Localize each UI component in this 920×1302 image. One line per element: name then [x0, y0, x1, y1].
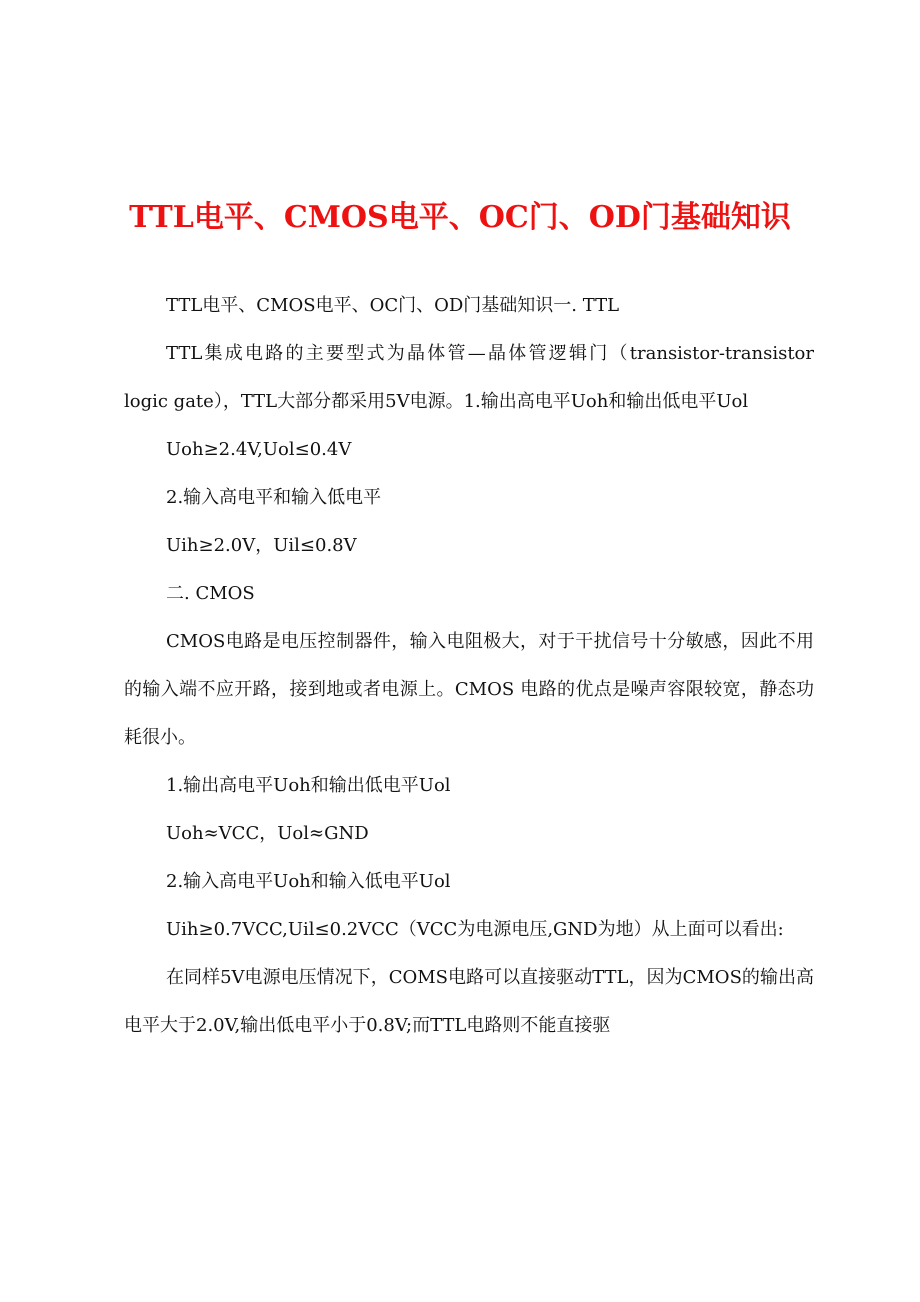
paragraph-ttl-input-levels: Uih≥2.0V，Uil≤0.8V [166, 535, 357, 556]
document-body [124, 282, 814, 1050]
paragraph-cmos-output-heading: 1.输出高电平Uoh和输出低电平Uol [166, 775, 451, 796]
paragraph-intro: TTL电平、CMOS电平、OC门、OD门基础知识一. TTL [166, 295, 620, 316]
paragraph-ttl-input-heading: 2.输入高电平和输入低电平 [166, 487, 382, 508]
paragraph-comparison: 在同样5V电源电压情况下，COMS电路可以直接驱动TTL，因为CMOS的输出高电平大于2.0V,输出低电平小于0.8V;而TTL电路则不能直接驱 [124, 967, 814, 1036]
paragraph-cmos-output-levels: Uoh≈VCC，Uol≈GND [166, 823, 369, 844]
paragraph-cmos-description: CMOS电路是电压控制器件，输入电阻极大，对于干扰信号十分敏感，因此不用的输入端不应开路，接到地或者电源上。CMOS 电路的优点是噪声容限较宽，静态功耗很小。 [124, 631, 814, 748]
paragraph-cmos-heading: 二. CMOS [166, 583, 255, 604]
document-title: TTL电平、CMOS电平、OC门、OD门基础知识 [129, 200, 791, 235]
paragraph-ttl-output-levels: Uoh≥2.4V,Uol≤0.4V [166, 439, 352, 460]
paragraph-cmos-input-levels: Uih≥0.7VCC,Uil≤0.2VCC（VCC为电源电压,GND为地）从上面可以看出: [166, 919, 784, 940]
paragraph-cmos-input-heading: 2.输入高电平Uoh和输入低电平Uol [166, 871, 451, 892]
paragraph-ttl-description: TTL集成电路的主要型式为晶体管—晶体管逻辑门（transistor-transistor logic gate），TTL大部分都采用5V电源。1.输出高电平Uoh和输出低电平Uol [124, 343, 814, 412]
